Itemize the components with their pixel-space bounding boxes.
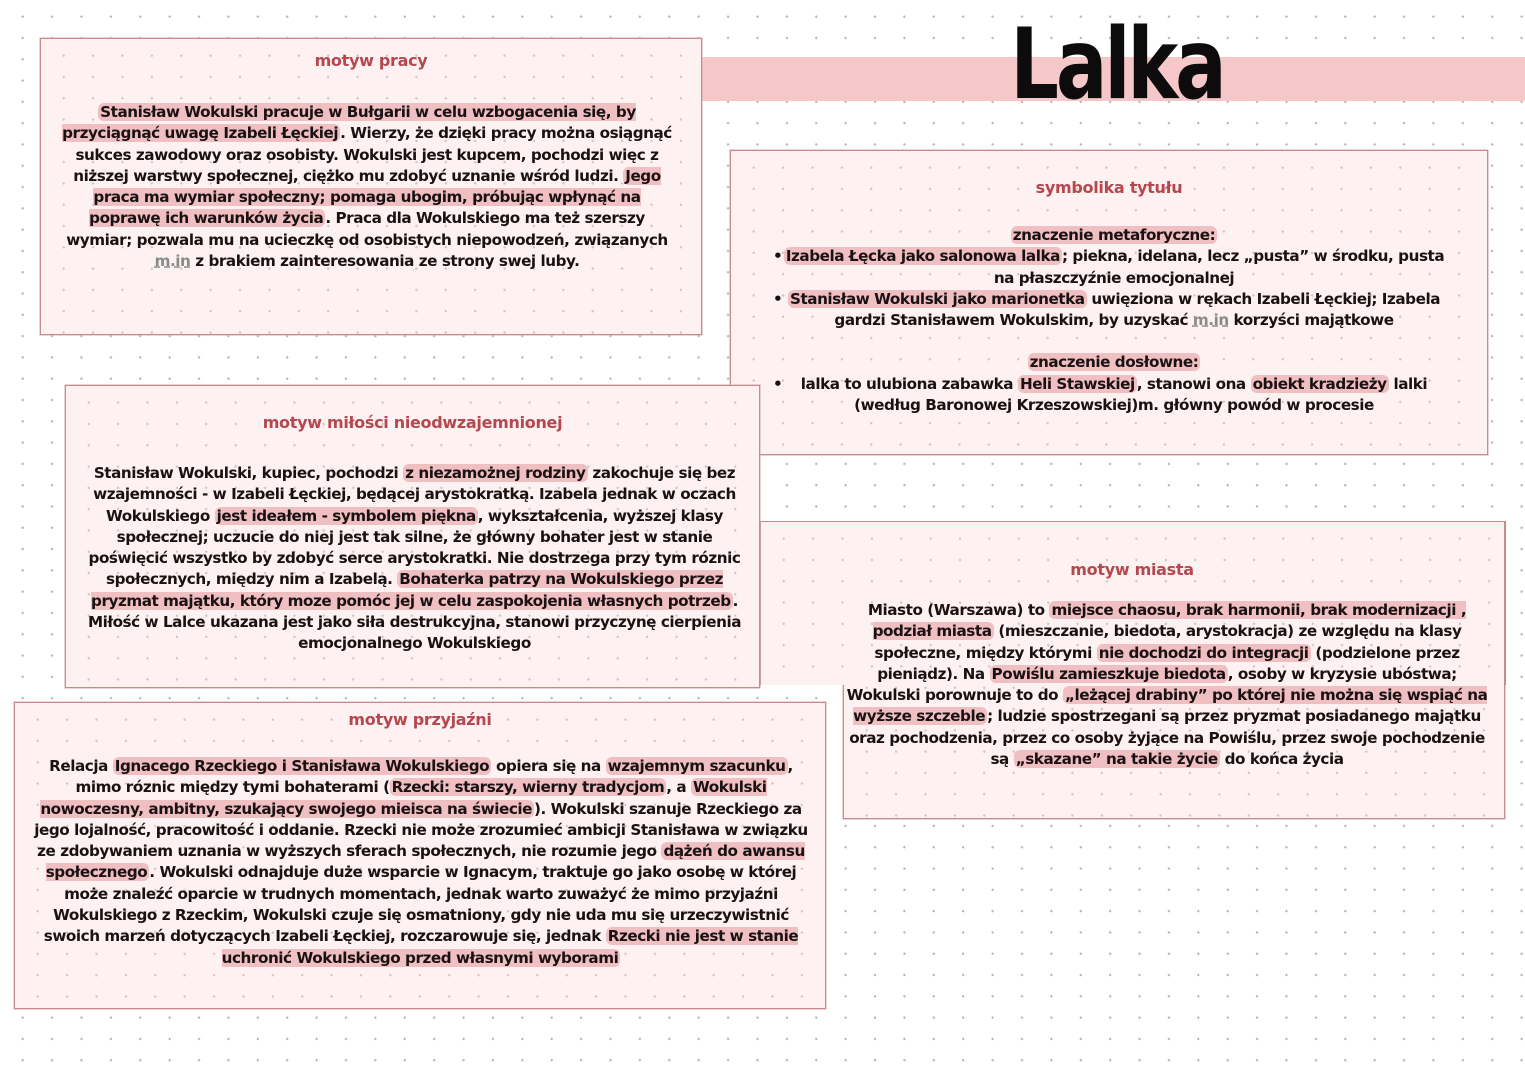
bullet-icon: •	[773, 247, 783, 266]
body-text: zakochuje się bez wzajemności - w Izabeli Łęckiej, będącej arystokratką. Izabela jednak w oczach Wokulskiego	[93, 464, 736, 525]
card-title: motyw miasta	[1070, 560, 1194, 579]
highlighted-text: jest ideałem - symbolem piękna	[216, 506, 476, 525]
highlighted-text: miejsce chaosu, brak harmonii, brak modernizacji , podział miasta	[872, 601, 1467, 641]
body-text: (podzielone przez pieniądz). Na	[877, 643, 1460, 683]
body-text: . Wokulski odnajduje duże wsparcie w Ignacym, traktuje go jako osobę w której może znaleźć oparcie w trudnych momentach, jednak warto zuważyć że mimo przyjaźni Wokulskiego z Rzeckim, Wokulski czuje się osmatniony, gdy nie uda mu się urzeczywistnić swoich marzeń dotyczących Izabeli Łęckiej, rozczarowuje się, jednak	[43, 863, 797, 946]
highlighted-text: „skazane” na takie życie	[1015, 750, 1218, 769]
highlighted-text: Bohaterka patrzy na Wokulskiego przez pryzmat majątku, który moze pomóc jej w celu zaspokojenia własnych potrzeb	[91, 570, 731, 610]
body-text: korzyści majątkowe	[1228, 311, 1394, 330]
metaphor-list	[773, 246, 1447, 331]
body-text: (mieszczanie, biedota, arystokracja) ze względu na klasy społeczne, między którymi	[874, 622, 1462, 662]
body-text: lalki (według Baronowej Krzeszowskiej)m. główny powód w procesie	[854, 374, 1428, 415]
highlighted-text: obiekt kradzieży	[1252, 374, 1387, 393]
body-text: ; ludzie spostrzegani są przez pryzmat posiadanego majątku oraz pochodzenia, przez co osoby żyjące na Powiślu, przez swoje pochodzenie są	[849, 707, 1485, 769]
body-text: lalka to ulubiona zabawka	[800, 374, 1018, 393]
body-text: Miasto (Warszawa) to	[867, 601, 1050, 619]
card-symbolika-tytulu	[730, 150, 1488, 455]
body-text: ; piekna, idelana, lecz „pusta” w środku, pusta na płaszczyźnie emocjonalnej	[993, 247, 1445, 287]
highlighted-text: wzajemnym szacunku	[607, 757, 786, 775]
abbreviation: m.in	[1192, 311, 1229, 330]
body-text: uwięziona w rękach Izabeli Łęckiej; Izabela gardzi Stanisławem Wokulskim, by uzyskać	[834, 289, 1441, 330]
body-text: , a	[666, 778, 691, 797]
body-text: opiera się na	[491, 757, 606, 775]
card-motyw-przyjazni	[14, 702, 826, 1009]
card-motyw-pracy	[40, 38, 702, 335]
card-body	[844, 600, 1490, 770]
body-text: . Miłość w Lalce ukazana jest jako siła destrukcyjna, stanowi przyczynę cierpienia emocjonalnego Wokulskiego	[87, 591, 742, 653]
highlighted-text: Stanisław Wokulski jako marionetka	[789, 289, 1085, 308]
literal-heading: znaczenie dosłowne:	[1029, 353, 1199, 372]
list-item	[773, 246, 1447, 289]
bullet-icon: •	[773, 374, 783, 393]
body-text: , wykształcenia, wyższej klasy społecznej; uczucie do niej jest tak silne, że główny bohater jest w stanie poświęcić wszystko by zdobyć serce arystokratki. Nie dostrzega przy tym róznic społecznych, między nim a Izabelą.	[88, 506, 741, 589]
highlighted-text: Rzecki nie jest w stanie uchronić Wokulskiego przed własnymi wyborami	[221, 927, 799, 967]
body-text: Relacja	[49, 757, 113, 775]
body-text: , stanowi ona	[1136, 374, 1251, 393]
metaphor-heading: znaczenie metaforyczne:	[1012, 226, 1216, 244]
abbreviation: m.in	[154, 252, 191, 271]
body-text: . Praca dla Wokulskiego ma też szerszy wymiar; pozwala mu na ucieczkę od osobistych niepowodzeń, związanych	[66, 209, 668, 249]
card-motyw-milosci	[65, 385, 760, 688]
body-text: . Wierzy, że dzięki pracy można osiągnąć sukces zawodowy oraz osobisty. Wokulski jest kupcem, pochodzi więc z niższej warstwy społecznej, ciężko mu zdobyć uznanie wśród ludzi.	[73, 124, 672, 185]
card-body	[33, 756, 809, 969]
bullet-icon: •	[773, 289, 783, 308]
page-title: Lalka	[1010, 8, 1224, 122]
highlighted-text: Stanisław Wokulski pracuje w Bułgarii w celu wzbogacenia się, by przyciągnąć uwagę Izabeli Łęckiej	[62, 103, 636, 143]
card-title: motyw przyjaźni	[348, 710, 492, 729]
card-title: motyw pracy	[314, 51, 428, 70]
highlighted-text: Ignacego Rzeckiego i Stanisława Wokulskiego	[114, 757, 490, 775]
highlighted-text: Jego praca ma wymiar społeczny; pomaga ubogim, próbując wpłynąć na poprawę ich warunków życia	[89, 166, 661, 228]
highlighted-text: Powiślu zamieszkuje biedota	[991, 664, 1226, 683]
highlighted-text: Rzecki: starszy, wierny tradycjom	[391, 778, 665, 797]
list-item	[773, 289, 1447, 332]
body-text: Stanisław Wokulski, kupiec, pochodzi	[93, 464, 404, 482]
highlighted-text: Heli Stawskiej	[1019, 374, 1135, 393]
body-text: , mimo róznic między tymi bohaterami (	[75, 757, 793, 797]
card-title: symbolika tytułu	[1035, 178, 1183, 197]
card-motyw-miasta	[843, 522, 1505, 819]
card-body	[773, 225, 1447, 416]
highlighted-text: „leżącej drabiny” po której nie można się wspiąć na wyższe szczeble	[853, 686, 1488, 726]
card-right-edge	[1504, 521, 1506, 685]
body-text: do końca życia	[1219, 750, 1344, 769]
card-title: motyw miłości nieodwzajemnionej	[262, 413, 563, 432]
body-text: ). Wokulski szanuje Rzeckiego za jego lojalność, pracowitość i oddanie. Rzecki nie może zrozumieć ambicji Stanisława w związku ze zdobywaniem uznania w wyższych sferach społecznych, nie rozumie jego	[34, 799, 808, 861]
body-text: , osoby w kryzysie ubóstwa; Wokulski porownuje to do	[846, 664, 1457, 705]
card-body	[84, 463, 745, 655]
literal-list	[773, 374, 1447, 417]
card-body	[59, 102, 675, 272]
body-text: z brakiem zainteresowania ze strony swej luby.	[190, 252, 580, 271]
highlighted-text: dążeń do awansu społecznego	[45, 842, 805, 882]
highlighted-text: z niezamożnej rodziny	[405, 464, 586, 482]
list-item	[773, 374, 1447, 417]
highlighted-text: Izabela Łęcka jako salonowa lalka	[785, 247, 1060, 266]
highlighted-text: nie dochodzi do integracji	[1098, 643, 1309, 662]
highlighted-text: Wokulski nowoczesny, ambitny, szukający swojego mieisca na świecie	[40, 778, 767, 818]
